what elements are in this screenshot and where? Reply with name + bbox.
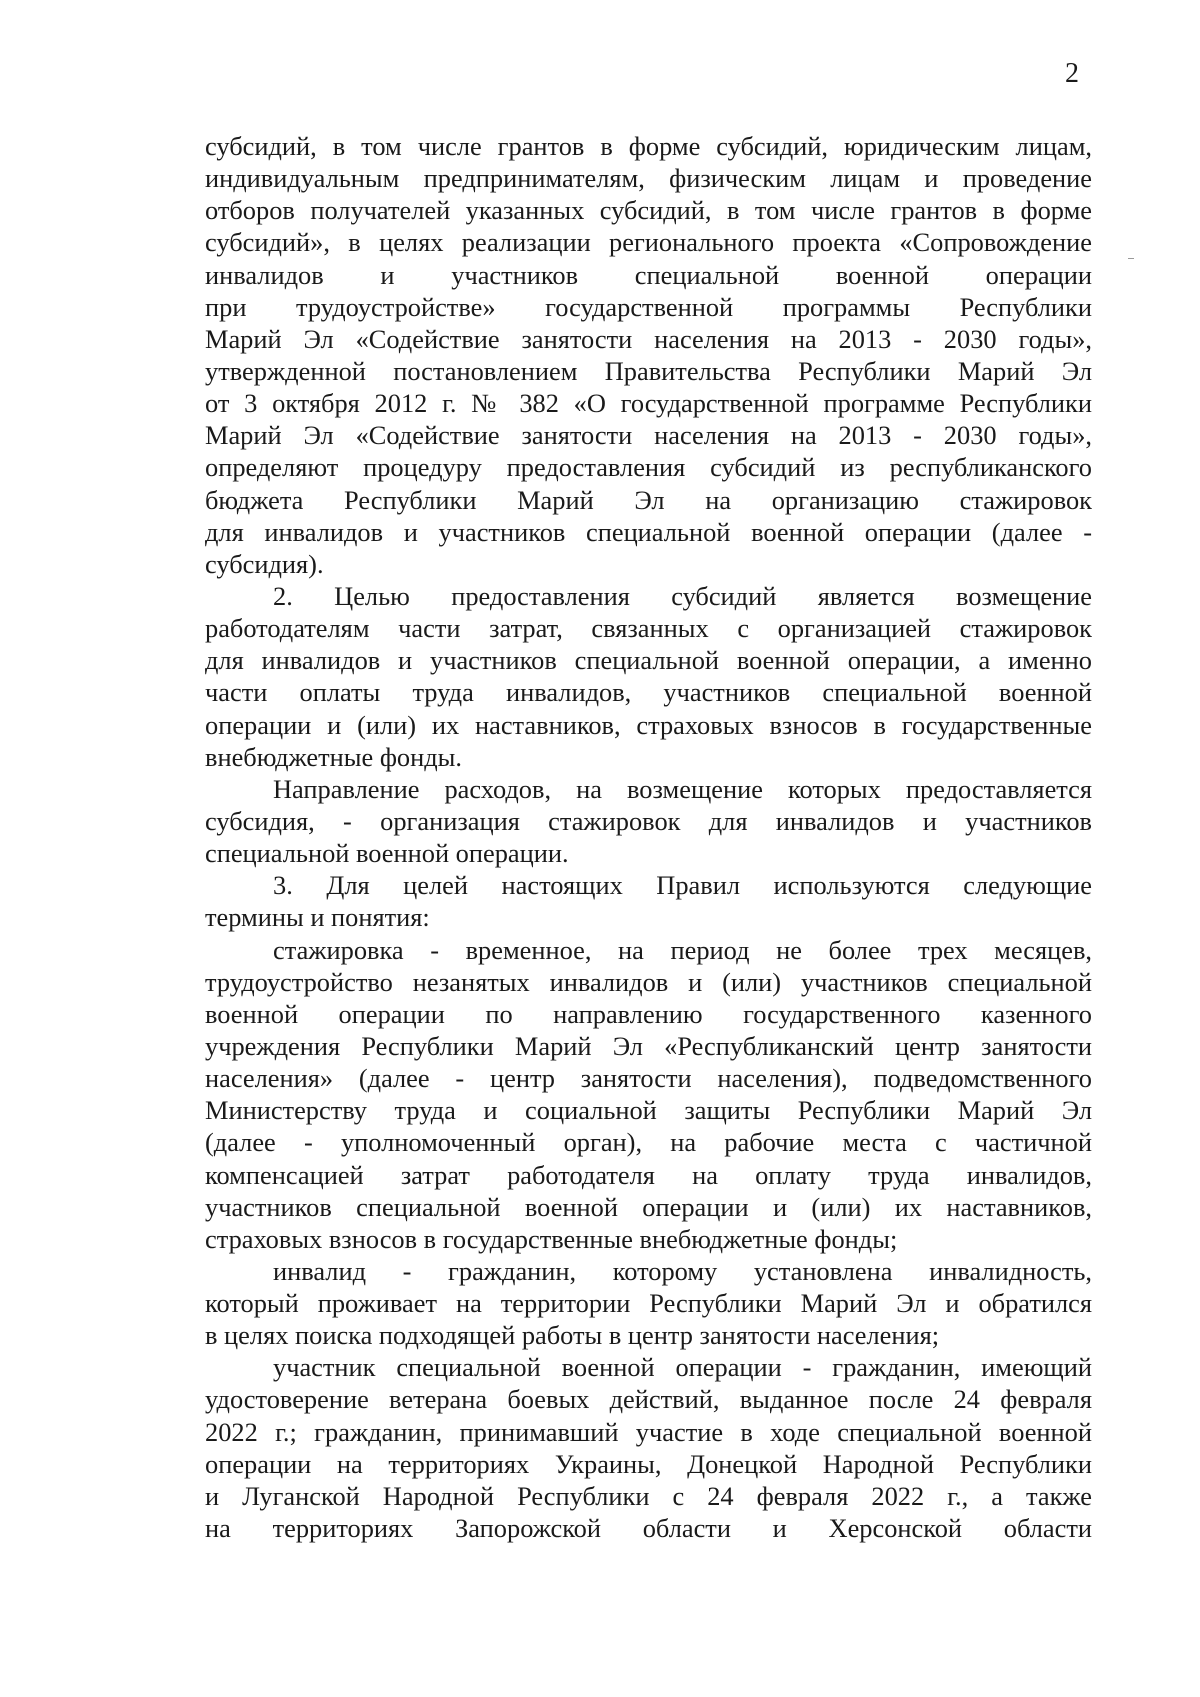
text-line: Министерству труда и социальной защиты Республики Марий Эл	[205, 1095, 1092, 1126]
text-line: удостоверение ветерана боевых действий, выданное после 24 февраля	[205, 1384, 1092, 1415]
text-line: страховых взносов в государственные внебюджетные фонды;	[205, 1223, 898, 1254]
text-line: компенсацией затрат работодателя на оплату труда инвалидов,	[205, 1159, 1092, 1190]
text-line: субсидия, - организация стажировок для инвалидов и участников	[205, 805, 1092, 836]
text-line: части оплаты труда инвалидов, участников специальной военной	[205, 677, 1092, 708]
text-line: (далее - уполномоченный орган), на рабочие места с частичной	[205, 1127, 1092, 1158]
paragraph	[205, 773, 1092, 869]
text-line: для инвалидов и участников специальной военной операции, а именно	[205, 645, 1092, 676]
text-line: учреждения Республики Марий Эл «Республиканский центр занятости	[205, 1030, 1092, 1061]
text-line: инвалид - гражданин, которому установлена инвалидность,	[273, 1255, 1092, 1286]
text-line: и Луганской Народной Республики с 24 февраля 2022 г., а также	[205, 1480, 1092, 1511]
text-line: Марий Эл «Содействие занятости населения на 2013 - 2030 годы»,	[205, 323, 1092, 354]
text-line: субсидий, в том числе грантов в форме субсидий, юридическим лицам,	[205, 131, 1092, 161]
text-line: специальной военной операции.	[205, 838, 569, 869]
text-line: операции на территориях Украины, Донецкой Народной Республики	[205, 1448, 1092, 1479]
text-line: в целях поиска подходящей работы в центр занятости населения;	[205, 1320, 940, 1351]
paragraph	[205, 1255, 1092, 1351]
text-line: Направление расходов, на возмещение которых предоставляется	[273, 773, 1092, 804]
text-line: определяют процедуру предоставления субсидий из республиканского	[205, 452, 1092, 483]
text-line: на территориях Запорожской области и Херсонской области	[205, 1513, 1092, 1544]
scan-mark	[1128, 258, 1134, 259]
text-line: 2. Целью предоставления субсидий является возмещение	[273, 580, 1092, 611]
text-line: участников специальной военной операции и (или) их наставников,	[205, 1191, 1092, 1222]
text-line: 3. Для целей настоящих Правил используются следующие	[273, 870, 1092, 901]
text-line: трудоустройство незанятых инвалидов и (или) участников специальной	[205, 966, 1092, 997]
paragraph	[205, 934, 1092, 1255]
page-number: 2	[1065, 58, 1079, 89]
paragraph	[205, 1351, 1092, 1544]
text-line: индивидуальным предпринимателям, физическим лицам и проведение	[205, 163, 1092, 194]
text-line: утвержденной постановлением Правительства Республики Марий Эл	[205, 355, 1092, 386]
text-line: военной операции по направлению государственного казенного	[205, 998, 1092, 1029]
text-line: для инвалидов и участников специальной военной операции (далее -	[205, 516, 1092, 547]
document-body	[205, 130, 1092, 1544]
text-line: инвалидов и участников специальной военной операции	[205, 259, 1092, 290]
paragraph	[205, 130, 1092, 580]
text-line: субсидия).	[205, 548, 324, 579]
text-line: от 3 октября 2012 г. № 382 «О государственной программе Республики	[205, 388, 1092, 419]
text-line: который проживает на территории Республики Марий Эл и обратился	[205, 1288, 1092, 1319]
text-line: бюджета Республики Марий Эл на организацию стажировок	[205, 484, 1092, 515]
text-line: субсидий», в целях реализации регионального проекта «Сопровождение	[205, 227, 1092, 258]
text-line: Марий Эл «Содействие занятости населения на 2013 - 2030 годы»,	[205, 420, 1092, 451]
text-line: отборов получателей указанных субсидий, в том числе грантов в форме	[205, 195, 1092, 226]
text-line: участник специальной военной операции - гражданин, имеющий	[273, 1352, 1092, 1383]
text-line: работодателям части затрат, связанных с организацией стажировок	[205, 613, 1092, 644]
text-line: стажировка - временное, на период не более трех месяцев,	[273, 934, 1092, 965]
text-line: термины и понятия:	[205, 902, 430, 933]
text-line: операции и (или) их наставников, страховых взносов в государственные	[205, 709, 1092, 740]
paragraph	[205, 580, 1092, 773]
text-line: внебюджетные фонды.	[205, 741, 462, 772]
text-line: 2022 г.; гражданин, принимавший участие в ходе специальной военной	[205, 1416, 1092, 1447]
text-line: населения» (далее - центр занятости населения), подведомственного	[205, 1063, 1092, 1094]
text-line: при трудоустройстве» государственной программы Республики	[205, 291, 1092, 322]
paragraph	[205, 869, 1092, 933]
